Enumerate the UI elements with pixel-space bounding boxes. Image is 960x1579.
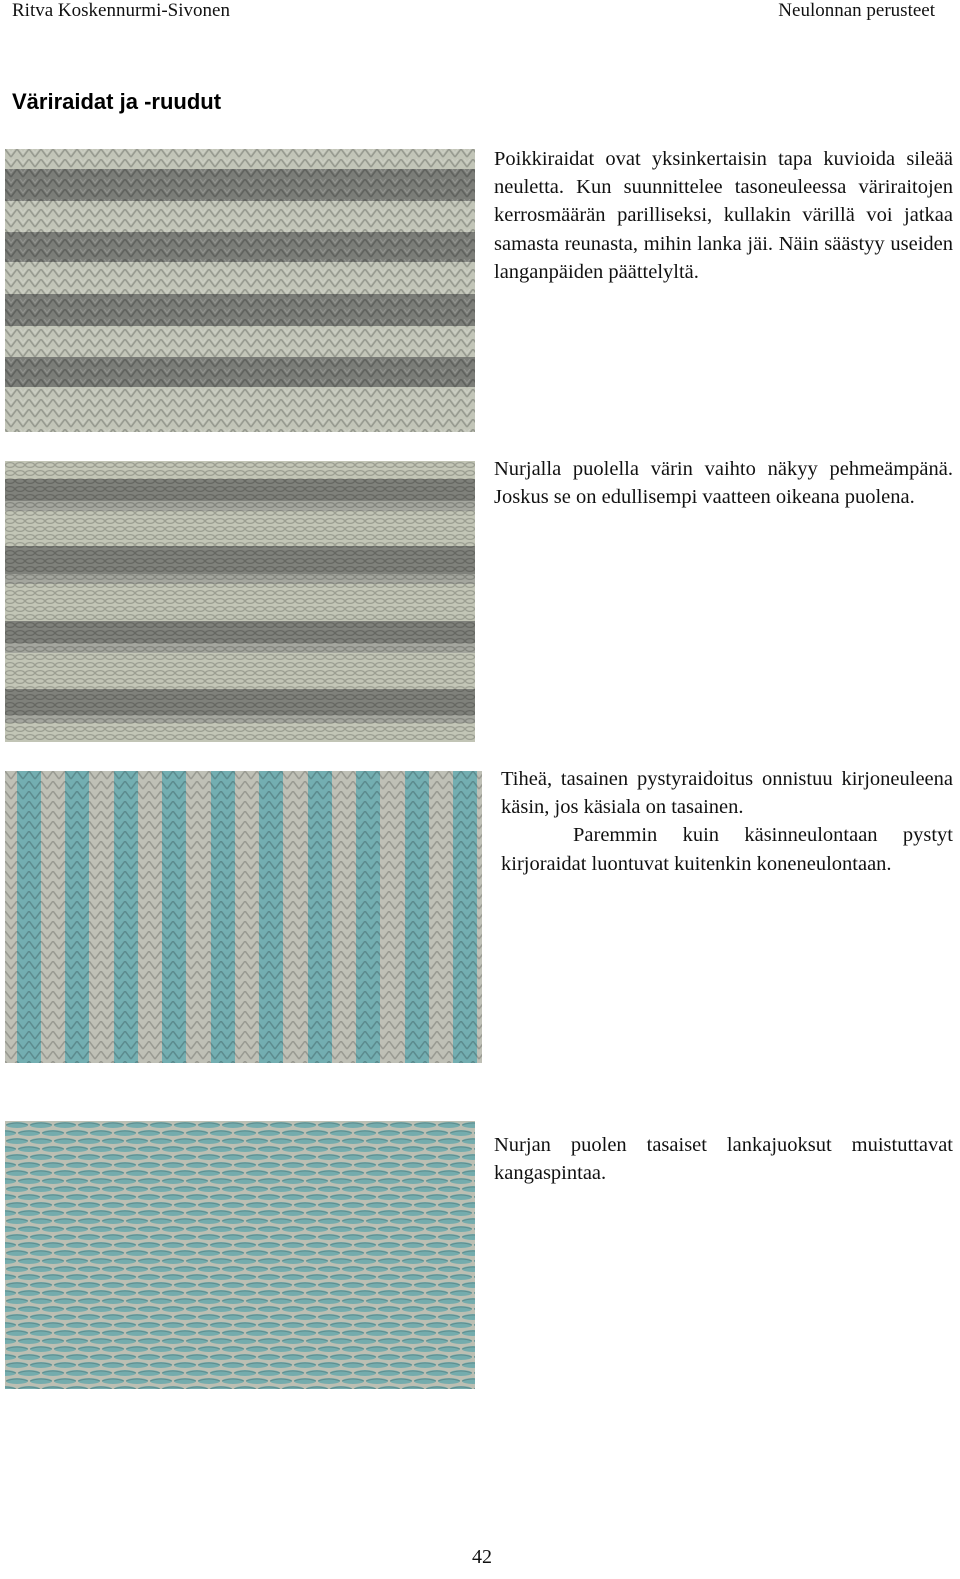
knit-swatch-horizontal-stripes-right-side xyxy=(5,149,475,432)
paragraph-floats: Nurjan puolen tasaiset lankajuoksut muistuttavat kangaspintaa. xyxy=(494,1134,953,1185)
paragraph-horizontal-stripes: Poikkiraidat ovat yksinkertaisin tapa kuvioida sileää neuletta. Kun suunnittelee tasoneuleessa väriraitojen kerrosmäärän parilliseksi, kullakin värillä voi jatkaa samasta reunasta, mihin lanka jäi. Näin säästyy useiden langanpäiden päättelyltä. xyxy=(494,148,953,283)
running-header-title: Neulonnan perusteet xyxy=(778,0,935,21)
knit-swatch-horizontal-stripes-wrong-side xyxy=(5,461,475,742)
page-number: 42 xyxy=(472,1546,492,1568)
section-title: Väriraidat ja -ruudut xyxy=(12,89,222,114)
paragraph-vertical-stripes-part2: Paremmin kuin käsinneulontaan pystyt kirjoraidat luontuvat kuitenkin koneneulontaan. xyxy=(501,824,953,875)
knit-swatch-vertical-stripes-right-side xyxy=(5,771,482,1063)
paragraph-wrong-side: Nurjalla puolella värin vaihto näkyy pehmeämpänä. Joskus se on edullisempi vaatteen oikeana puolena. xyxy=(494,458,953,509)
paragraph-vertical-stripes xyxy=(501,765,953,878)
knit-swatch-vertical-stripes-wrong-side xyxy=(5,1121,475,1389)
paragraph-vertical-stripes-part1: Tiheä, tasainen pystyraidoitus onnistuu kirjoneuleena käsin, jos käsiala on tasainen. xyxy=(501,768,953,819)
running-header-author: Ritva Koskennurmi-Sivonen xyxy=(12,0,230,21)
